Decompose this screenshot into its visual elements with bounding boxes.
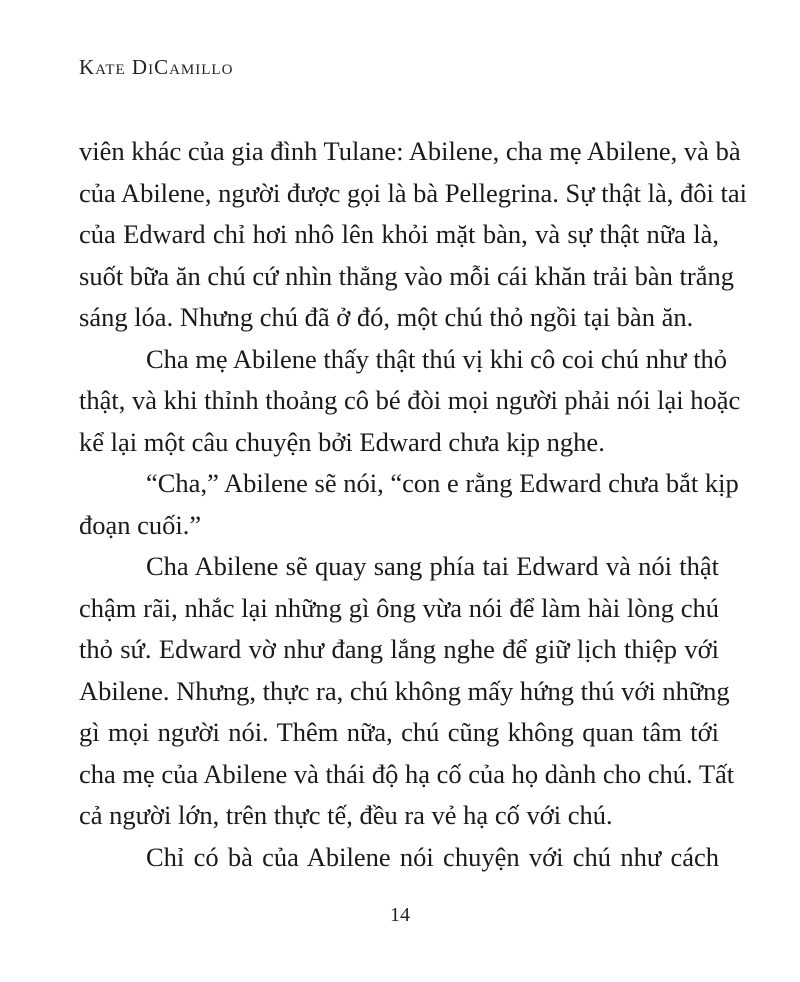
text-line: Chỉ có bà của Abilene nói chuyện với chú như cách [146, 841, 719, 872]
text-line: sáng lóa. Nhưng chú đã ở đó, một chú thỏ ngồi tại bàn ăn. [79, 302, 694, 332]
text-line: thật, và khi thỉnh thoảng cô bé đòi mọi người phải nói lại hoặc [79, 385, 741, 415]
text-line: của Abilene, người được gọi là bà Pellegrina. Sự thật là, đôi tai [79, 177, 747, 208]
text-line: cha mẹ của Abilene và thái độ hạ cố của họ dành cho chú. Tất [79, 758, 735, 789]
text-line: của Edward chỉ hơi nhô lên khỏi mặt bàn, và sự thật nữa là, [79, 219, 719, 249]
text-line: Abilene. Nhưng, thực ra, chú không mấy hứng thú với những [79, 675, 730, 706]
body-text [79, 131, 747, 878]
text-line: “Cha,” Abilene sẽ nói, “con e rằng Edward chưa bắt kịp [146, 468, 739, 498]
text-line: suốt bữa ăn chú cứ nhìn thẳng vào mỗi cái khăn trải bàn trắng [79, 260, 734, 291]
running-header-author: Kate DiCamillo [79, 55, 234, 79]
text-line: đoạn cuối.” [79, 509, 202, 540]
text-line: viên khác của gia đình Tulane: Abilene, cha mẹ Abilene, và bà [79, 136, 741, 166]
text-line: gì mọi người nói. Thêm nữa, chú cũng không quan tâm tới [79, 717, 719, 747]
text-line: cả người lớn, trên thực tế, đều ra vẻ hạ cố với chú. [79, 800, 613, 830]
text-line: thỏ sứ. Edward vờ như đang lắng nghe để giữ lịch thiệp với [79, 634, 719, 664]
text-line: Cha mẹ Abilene thấy thật thú vị khi cô coi chú như thỏ [146, 343, 728, 374]
text-line: kể lại một câu chuyện bởi Edward chưa kịp nghe. [79, 426, 605, 457]
page-number: 14 [390, 904, 410, 926]
text-line: chậm rãi, nhắc lại những gì ông vừa nói để làm hài lòng chú [79, 592, 719, 623]
text-line: Cha Abilene sẽ quay sang phía tai Edward và nói thật [146, 551, 719, 581]
